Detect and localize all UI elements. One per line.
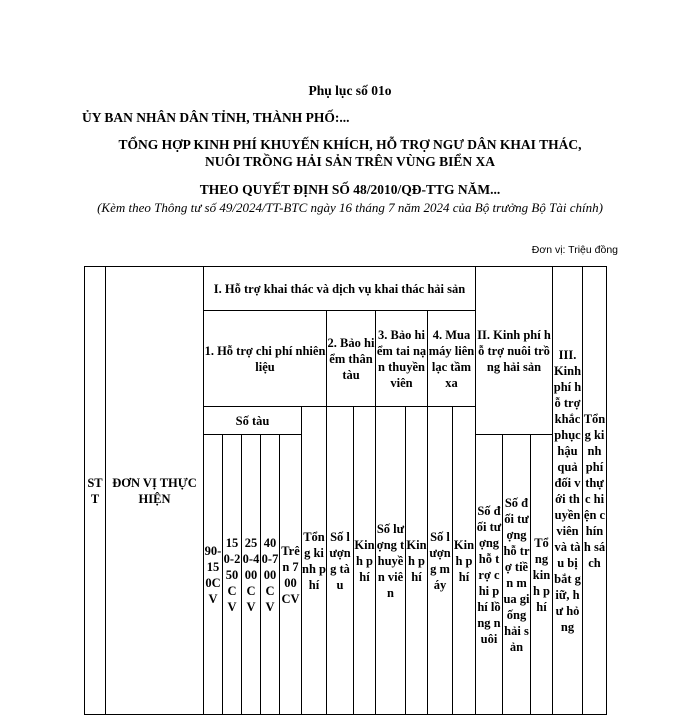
cv-90-150-header: 90-150CV bbox=[204, 435, 223, 715]
appendix-number: Phụ lục số 01o bbox=[308, 83, 392, 98]
grand-total-header: Tổng kinh phí thực hiện chính sách bbox=[583, 267, 607, 715]
ship-insurance-header: 2. Bảo hiểm thân tàu bbox=[327, 311, 376, 407]
radio-fee-header: Kinh phí bbox=[453, 407, 476, 715]
cv-150-250-header: 150-250CV bbox=[223, 435, 242, 715]
cage-cost-recipients-header: Số đối tượng hỗ trợ chi phí lồng nuôi bbox=[476, 435, 503, 715]
cv-over-700-header: Trên 700CV bbox=[280, 435, 302, 715]
section-1-header: I. Hỗ trợ khai thác và dịch vụ khai thác hải sản bbox=[204, 267, 476, 311]
crew-insurance-header: 3. Bảo hiểm tai nạn thuyền viên bbox=[376, 311, 428, 407]
radio-purchase-header: 4. Mua máy liên lạc tầm xa bbox=[428, 311, 476, 407]
crew-insurance-fee-header: Kinh phí bbox=[406, 407, 428, 715]
cv-400-700-header: 400-700CV bbox=[261, 435, 280, 715]
insured-crew-count-header: Số lượng thuyền viên bbox=[376, 407, 406, 715]
unit-column-header: ĐƠN VỊ THỰC HIỆN bbox=[106, 267, 204, 715]
unit-label: Đơn vị: Triệu đồng bbox=[531, 244, 618, 256]
section-2-header: II. Kinh phí hỗ trợ nuôi trồng hải sản bbox=[476, 267, 553, 435]
aquaculture-total-header: Tổng kinh phí bbox=[531, 435, 553, 715]
committee-name: ỦY BAN NHÂN DÂN TỈNH, THÀNH PHỐ:... bbox=[82, 110, 350, 125]
fuel-support-header: 1. Hỗ trợ chi phí nhiên liệu bbox=[204, 311, 327, 407]
radio-count-header: Số lượng máy bbox=[428, 407, 453, 715]
title-line-2: NUÔI TRỒNG HẢI SẢN TRÊN VÙNG BIỂN XA bbox=[205, 154, 495, 169]
seed-cost-recipients-header: Số đối tượng hỗ trợ tiền mua giống hải sản bbox=[503, 435, 531, 715]
ship-insurance-fee-header: Kinh phí bbox=[354, 407, 376, 715]
summary-table bbox=[84, 266, 607, 715]
fuel-total-header: Tổng kinh phí bbox=[302, 407, 327, 715]
subtitle: (Kèm theo Thông tư số 49/2024/TT-BTC ngày 16 tháng 7 năm 2024 của Bộ trưởng Bộ Tài chính) bbox=[97, 200, 603, 215]
title-line-3: THEO QUYẾT ĐỊNH SỐ 48/2010/QĐ-TTG NĂM... bbox=[199, 182, 501, 197]
stt-header: STT bbox=[85, 267, 106, 715]
ship-count-header: Số tàu bbox=[204, 407, 302, 435]
title-line-1: TỔNG HỢP KINH PHÍ KHUYẾN KHÍCH, HỖ TRỢ NGƯ DÂN KHAI THÁC, bbox=[118, 137, 582, 152]
insured-ship-count-header: Số lượng tàu bbox=[327, 407, 354, 715]
section-3-header: III. Kinh phí hỗ trợ khắc phục hậu quả đối với thuyền viên và tàu bị bắt giữ, hư hỏng bbox=[553, 267, 583, 715]
cv-250-400-header: 250-400CV bbox=[242, 435, 261, 715]
